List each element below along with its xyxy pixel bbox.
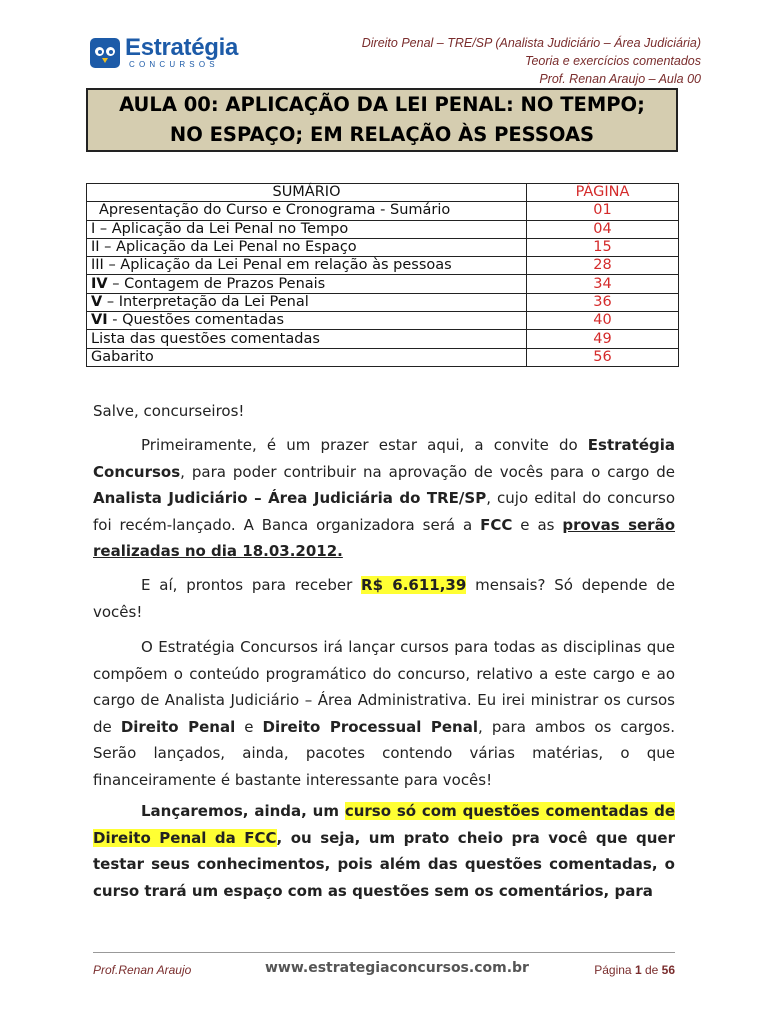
summary-header-row [87, 184, 679, 202]
owl-icon [90, 38, 120, 68]
summary-row [87, 220, 679, 238]
summary-topic: VI - Questões comentadas [87, 312, 527, 330]
lesson-title-line-2: NO ESPAÇO; EM RELAÇÃO ÀS PESSOAS [169, 123, 595, 146]
page-header [0, 0, 768, 90]
header-professor: Prof. Renan Araujo – Aula 00 [539, 72, 701, 86]
summary-row [87, 330, 679, 348]
footer-page-number: Página 1 de 56 [594, 963, 675, 977]
summary-topic: Lista das questões comentadas [87, 330, 527, 348]
summary-page: 28 [527, 257, 679, 275]
paragraph-intro: Primeiramente, é um prazer estar aqui, a convite do Estratégia Concursos, para poder contribuir na aprovação de vocês para o cargo de Analista Judiciário – Área Judiciária do TRE/SP, cujo edital do concurso foi recém-lançado. A Banca organizadora será a FCC e as provas serão realizadas no dia 18.03.2012. [93, 436, 676, 560]
lesson-title-line-1: AULA 00: APLICAÇÃO DA LEI PENAL: NO TEMPO; [119, 93, 645, 116]
summary-row [87, 312, 679, 330]
summary-row [87, 293, 679, 311]
summary-topic: Gabarito [87, 348, 527, 366]
header-course: Direito Penal – TRE/SP (Analista Judiciário – Área Judiciária) [361, 36, 701, 50]
summary-page: 34 [527, 275, 679, 293]
summary-row [87, 348, 679, 366]
page-footer [93, 960, 675, 980]
summary-topic-header: SUMÁRIO [87, 184, 527, 202]
summary-topic: II – Aplicação da Lei Penal no Espaço [87, 238, 527, 256]
summary-row [87, 202, 679, 220]
summary-page-header: PÁGINA [527, 184, 679, 202]
footer-website-link[interactable]: www.estrategiaconcursos.com.br [265, 960, 529, 976]
brand-subtitle: CONCURSOS [129, 60, 219, 69]
summary-row [87, 238, 679, 256]
brand-name: Estratégia [125, 34, 239, 61]
summary-page: 04 [527, 220, 679, 238]
summary-topic: III – Aplicação da Lei Penal em relação às pessoas [87, 257, 527, 275]
paragraph-salary: E aí, prontos para receber R$ 6.611,39 mensais? Só depende de vocês! [93, 576, 676, 621]
summary-topic: IV – Contagem de Prazos Penais [87, 275, 527, 293]
summary-table [86, 183, 679, 367]
summary-row [87, 275, 679, 293]
fcc-course-highlight: curso só com questões comentadas de Direito Penal da FCC [93, 802, 675, 847]
salary-highlight: R$ 6.611,39 [361, 576, 467, 594]
lesson-title-box [86, 88, 678, 152]
summary-page: 49 [527, 330, 679, 348]
summary-row [87, 257, 679, 275]
greeting: Salve, concurseiros! [93, 402, 245, 420]
summary-page: 56 [527, 348, 679, 366]
footer-divider [93, 952, 675, 953]
summary-page: 01 [527, 202, 679, 220]
exam-date-text: provas serão realizadas no dia 18.03.2012. [93, 515, 676, 560]
paragraph-courses: O Estratégia Concursos irá lançar cursos para todas as disciplinas que compõem o conteúdo programático do concurso, relativo a este cargo e ao cargo de Analista Judiciário – Área Administrativa. Eu irei ministrar os cursos de Direito Penal e Direito Processual Penal, para ambos os cargos. Serão lançados, ainda, pacotes contendo várias matérias, o que financeiramente é bastante interessante para vocês! [93, 638, 675, 789]
summary-page: 40 [527, 312, 679, 330]
summary-topic: I – Aplicação da Lei Penal no Tempo [87, 220, 527, 238]
header-subtitle: Teoria e exercícios comentados [524, 54, 701, 68]
summary-topic: Apresentação do Curso e Cronograma - Sumário [87, 202, 527, 220]
footer-professor: Prof.Renan Araujo [93, 963, 192, 977]
estrategia-logo [90, 36, 238, 70]
paragraph-fcc-course: Lançaremos, ainda, um curso só com questões comentadas de Direito Penal da FCC, ou seja, um prato cheio pra você que quer testar seus conhecimentos, pois além das questões comentadas, o curso trará um espaço com as questões sem os comentários, para [93, 802, 675, 900]
summary-page: 36 [527, 293, 679, 311]
summary-page: 15 [527, 238, 679, 256]
summary-topic: V – Interpretação da Lei Penal [87, 293, 527, 311]
